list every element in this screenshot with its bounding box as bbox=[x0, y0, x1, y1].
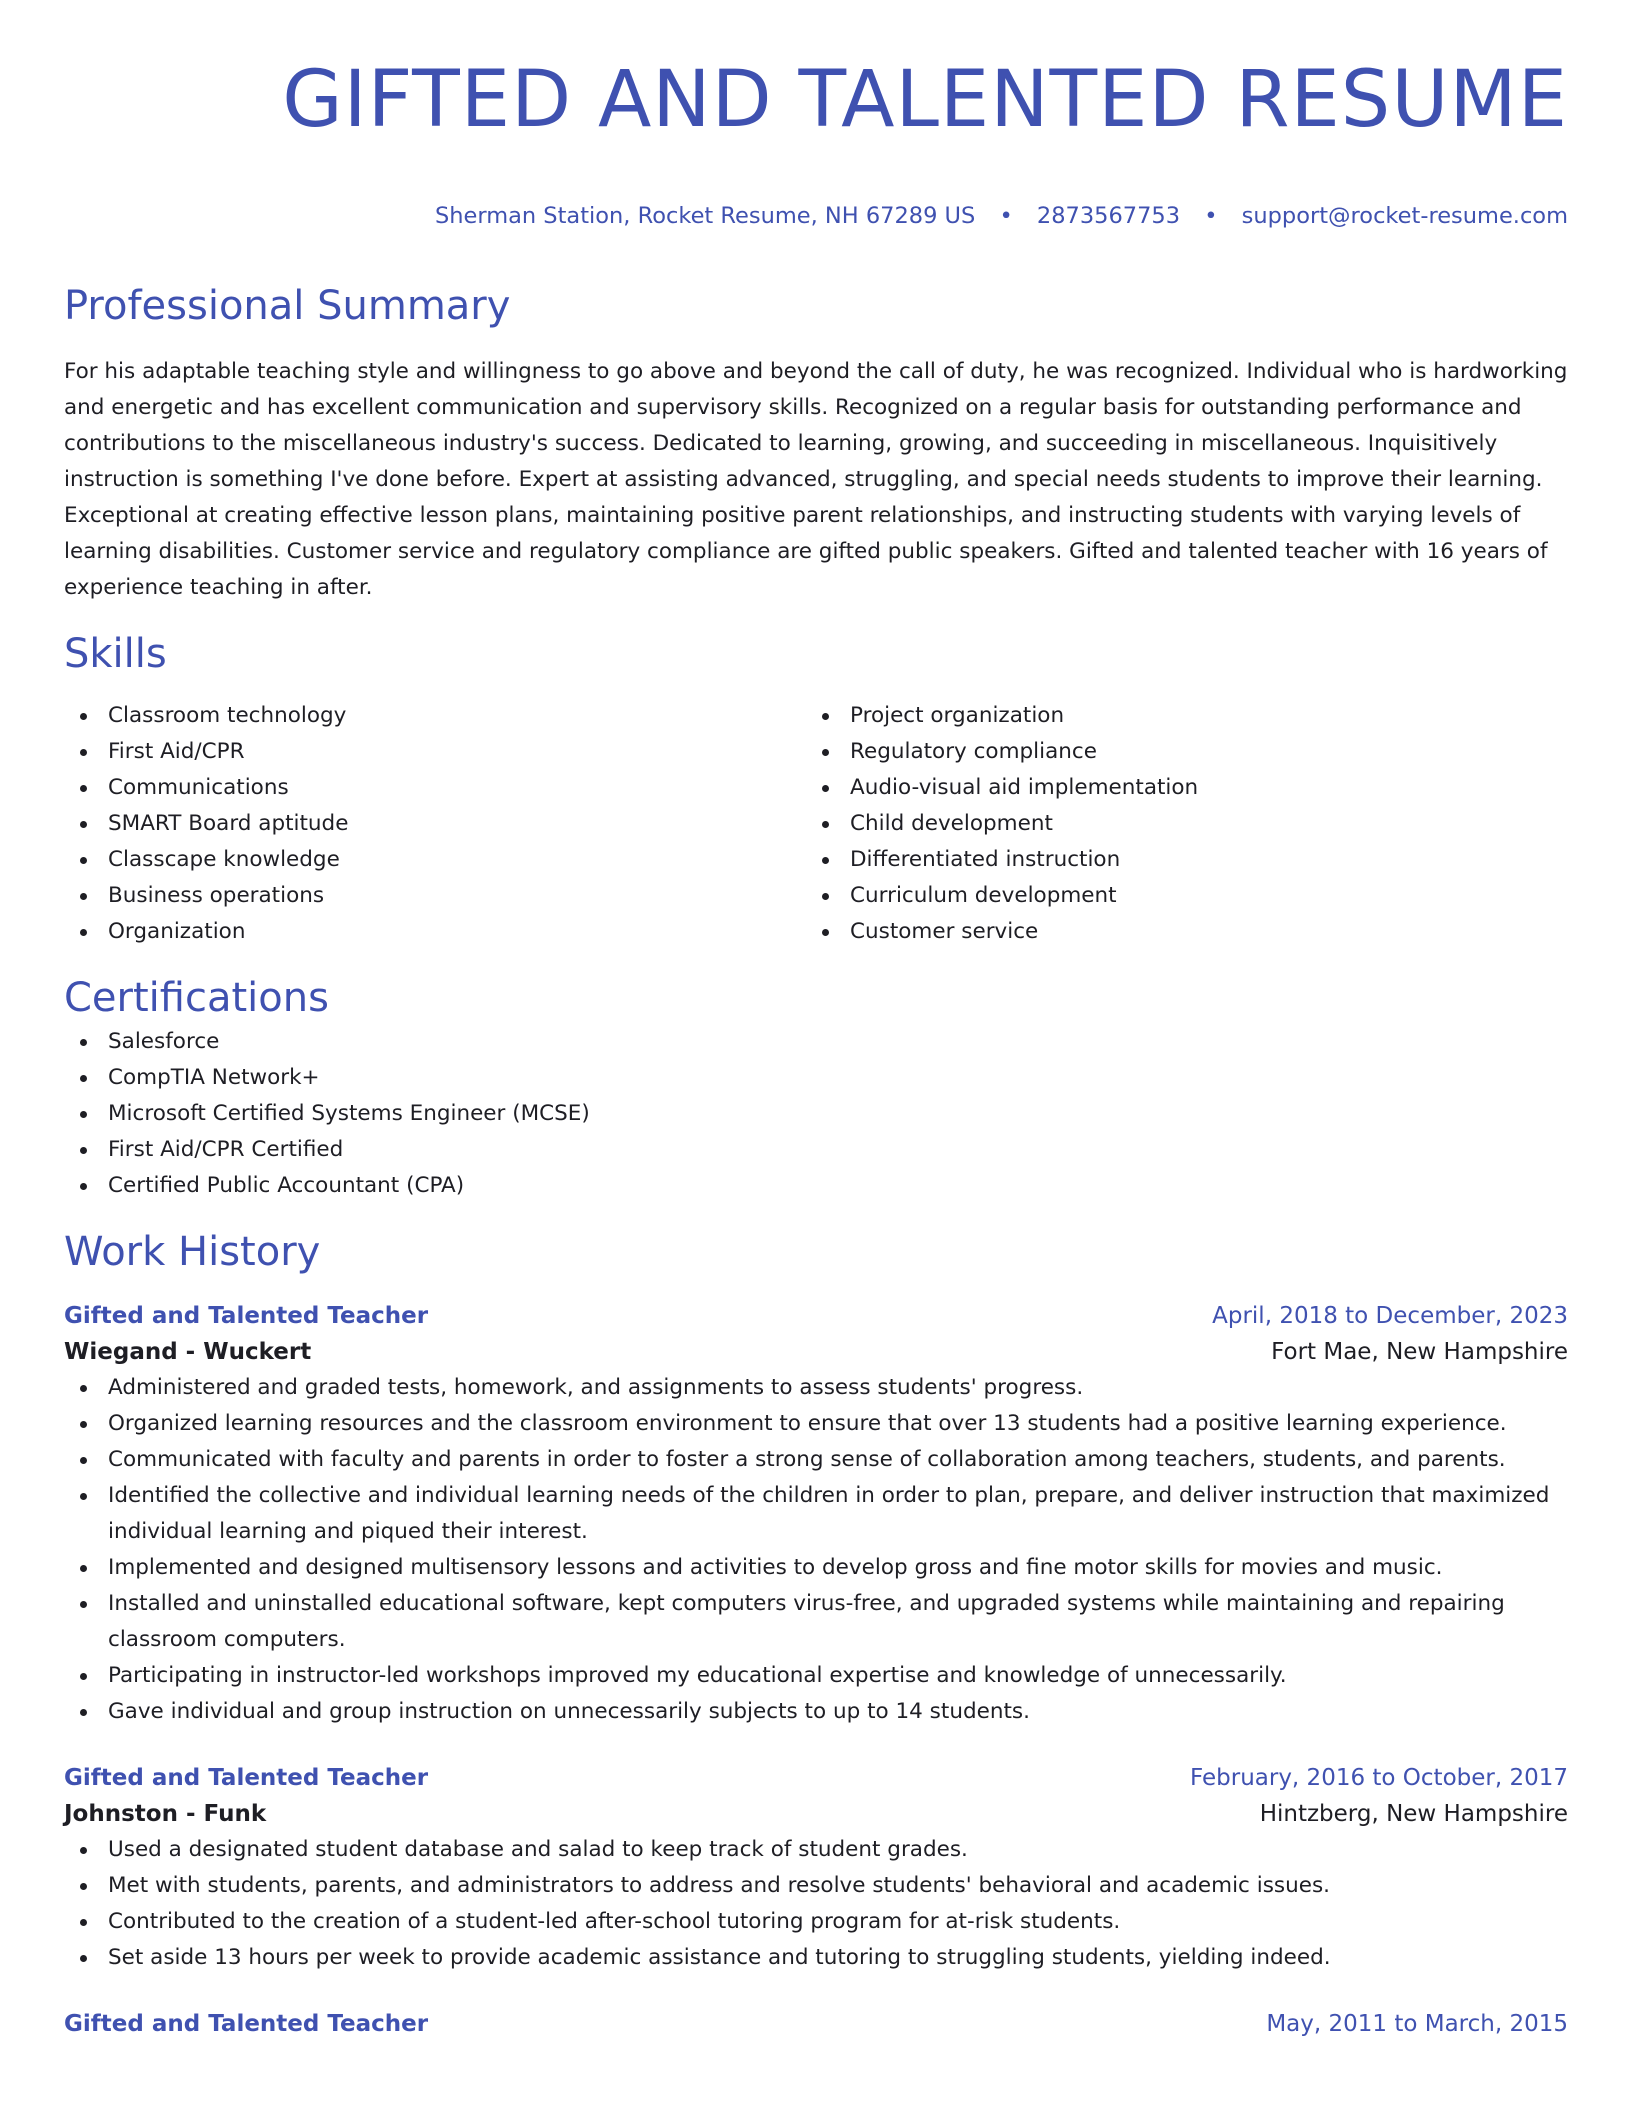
job-bullet: Set aside 13 hours per week to provide academic assistance and tutoring to struggling students, yielding indeed. bbox=[64, 1940, 1568, 1976]
summary-section bbox=[64, 280, 1568, 606]
job-header-row bbox=[64, 1760, 1568, 1796]
skill-item: Curriculum development bbox=[806, 878, 1548, 914]
certification-item: First Aid/CPR Certified bbox=[64, 1132, 1568, 1168]
skill-item: Project organization bbox=[806, 698, 1548, 734]
summary-text: For his adaptable teaching style and willingness to go above and beyond the call of duty, he was recognized. Individual who is hardworking and energetic and has excellent communication and supervisory skills. Recognized on a regular basis for outstanding performance and contributions to the miscellaneous industry's success. Dedicated to learning, growing, and succeeding in miscellaneous. Inquisitively instruction is something I've done before. Expert at assisting advanced, struggling, and special needs students to improve their learning. Exceptional at creating effective lesson plans, maintaining positive parent relationships, and instructing students with varying levels of learning disabilities. Customer service and regulatory compliance are gifted public speakers. Gifted and talented teacher with 16 years of experience teaching in after. bbox=[64, 359, 1568, 600]
section-title-certifications: Certifications bbox=[64, 975, 329, 1021]
job-bullet: Gave individual and group instruction on unnecessarily subjects to up to 14 students. bbox=[64, 1694, 1568, 1730]
certification-item: Microsoft Certified Systems Engineer (MCSE) bbox=[64, 1096, 1568, 1132]
resume-name: GIFTED AND TALENTED RESUME bbox=[282, 55, 1568, 145]
job-bullet: Used a designated student database and salad to keep track of student grades. bbox=[64, 1832, 1568, 1868]
skills-list-right bbox=[806, 698, 1548, 950]
contact-address: Sherman Station, Rocket Resume, NH 67289 US bbox=[434, 203, 976, 229]
skill-item: Child development bbox=[806, 806, 1548, 842]
job-location: Fort Mae, New Hampshire bbox=[1271, 1339, 1568, 1365]
resume-header bbox=[64, 48, 1568, 232]
job-dates: April, 2018 to December, 2023 bbox=[1212, 1303, 1568, 1329]
contact-line bbox=[64, 200, 1568, 232]
job-bullet-list bbox=[64, 1370, 1568, 1730]
certifications-list bbox=[64, 1024, 1568, 1204]
job-title: Gifted and Talented Teacher bbox=[64, 2011, 429, 2037]
skill-item: Classcape knowledge bbox=[64, 842, 806, 878]
skill-item: Audio-visual aid implementation bbox=[806, 770, 1548, 806]
job-location: Hintzberg, New Hampshire bbox=[1259, 1801, 1568, 1827]
section-title-skills: Skills bbox=[64, 631, 167, 677]
skill-item: Organization bbox=[64, 914, 806, 950]
skill-item: Regulatory compliance bbox=[806, 734, 1548, 770]
job-dates: February, 2016 to October, 2017 bbox=[1190, 1765, 1568, 1791]
certification-item: Certified Public Accountant (CPA) bbox=[64, 1168, 1568, 1204]
section-title-summary: Professional Summary bbox=[64, 283, 511, 329]
skill-item: SMART Board aptitude bbox=[64, 806, 806, 842]
job-bullet: Organized learning resources and the classroom environment to ensure that over 13 students had a positive learning experience. bbox=[64, 1406, 1568, 1442]
job-header-row bbox=[64, 1298, 1568, 1334]
job-entry bbox=[64, 1298, 1568, 1730]
job-company-row bbox=[64, 1334, 1568, 1370]
work-history-section bbox=[64, 1226, 1568, 2042]
job-bullet: Implemented and designed multisensory lessons and activities to develop gross and fine motor skills for movies and music. bbox=[64, 1550, 1568, 1586]
skills-list-left bbox=[64, 698, 806, 950]
job-bullet: Participating in instructor-led workshops improved my educational expertise and knowledge of unnecessarily. bbox=[64, 1658, 1568, 1694]
skill-item: Differentiated instruction bbox=[806, 842, 1548, 878]
certifications-section bbox=[64, 972, 1568, 1204]
job-header-row bbox=[64, 2006, 1568, 2042]
job-entry bbox=[64, 2006, 1568, 2042]
job-bullet: Met with students, parents, and administrators to address and resolve students' behavioral and academic issues. bbox=[64, 1868, 1568, 1904]
job-bullet: Identified the collective and individual learning needs of the children in order to plan, prepare, and deliver instruction that maximized individual learning and piqued their interest. bbox=[64, 1478, 1568, 1550]
job-bullet: Administered and graded tests, homework, and assignments to assess students' progress. bbox=[64, 1370, 1568, 1406]
job-company-row bbox=[64, 1796, 1568, 1832]
contact-separator: • bbox=[999, 203, 1013, 229]
job-title: Gifted and Talented Teacher bbox=[64, 1765, 429, 1791]
skill-item: Classroom technology bbox=[64, 698, 806, 734]
skills-grid bbox=[64, 698, 1568, 950]
skill-item: Communications bbox=[64, 770, 806, 806]
contact-separator: • bbox=[1204, 203, 1218, 229]
section-title-work-history: Work History bbox=[64, 1229, 321, 1275]
job-entry bbox=[64, 1760, 1568, 1976]
job-bullet: Contributed to the creation of a student-led after-school tutoring program for at-risk students. bbox=[64, 1904, 1568, 1940]
job-bullet-list bbox=[64, 1832, 1568, 1976]
job-company: Wiegand - Wuckert bbox=[64, 1339, 312, 1365]
skill-item: Business operations bbox=[64, 878, 806, 914]
contact-email: support@rocket-resume.com bbox=[1241, 203, 1568, 229]
job-bullet: Communicated with faculty and parents in order to foster a strong sense of collaboration among teachers, students, and parents. bbox=[64, 1442, 1568, 1478]
job-dates: May, 2011 to March, 2015 bbox=[1266, 2011, 1568, 2037]
certification-item: CompTIA Network+ bbox=[64, 1060, 1568, 1096]
skills-section bbox=[64, 628, 1568, 950]
job-bullet: Installed and uninstalled educational software, kept computers virus-free, and upgraded systems while maintaining and repairing classroom computers. bbox=[64, 1586, 1568, 1658]
job-title: Gifted and Talented Teacher bbox=[64, 1303, 429, 1329]
skill-item: First Aid/CPR bbox=[64, 734, 806, 770]
job-company: Johnston - Funk bbox=[64, 1801, 267, 1827]
certification-item: Salesforce bbox=[64, 1024, 1568, 1060]
contact-phone: 2873567753 bbox=[1036, 203, 1181, 229]
skill-item: Customer service bbox=[806, 914, 1548, 950]
